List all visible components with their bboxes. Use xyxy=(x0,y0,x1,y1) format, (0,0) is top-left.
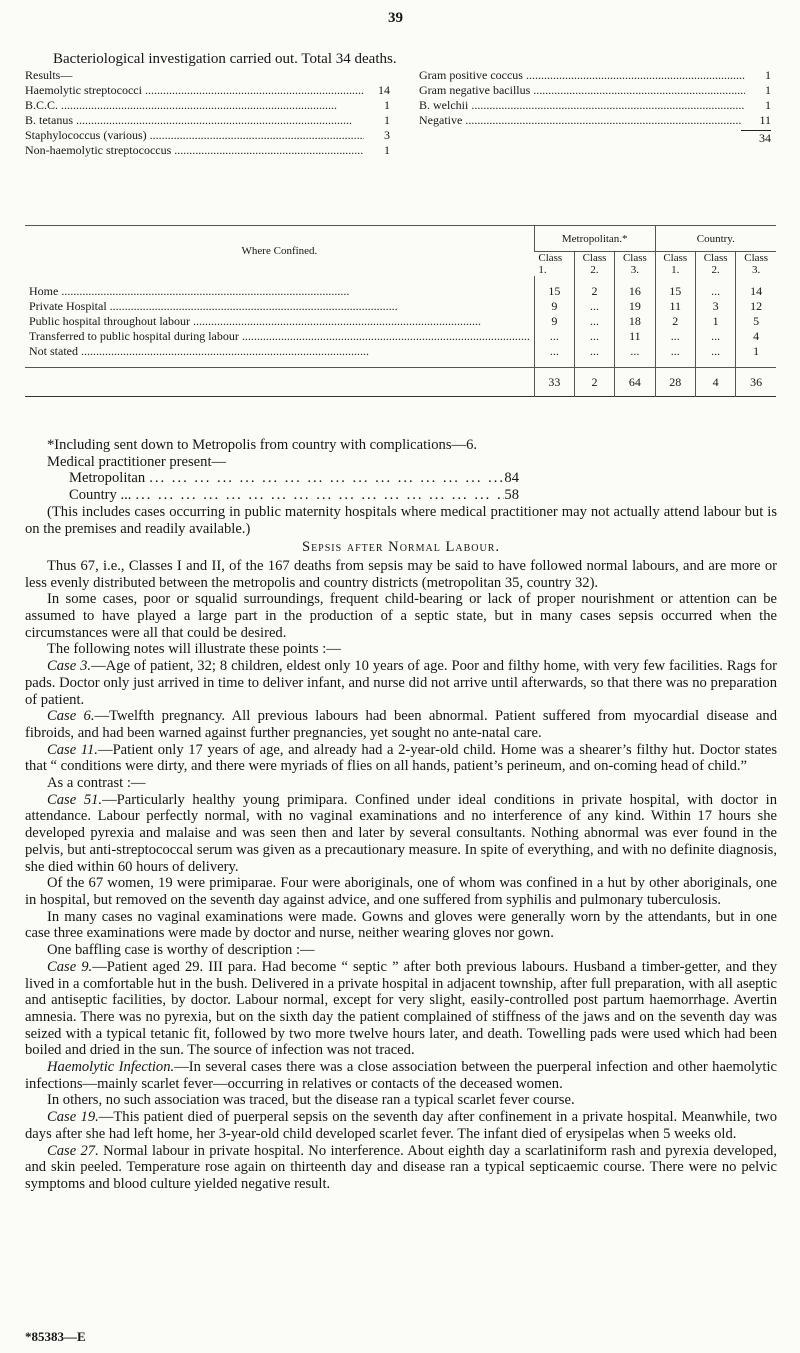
result-row: Staphylococcus (various) ..... 3 xyxy=(25,128,390,143)
result-row: Gram positive coccus ..... 1 xyxy=(419,68,771,83)
case-paragraph: Case 3.—Age of patient, 32; 8 children, eldest only 10 years of age. Poor and filthy home, with very few facilities. Rags for pads. Doctor only just arrived in time to deliver infant, and nurse did not arrive until afterwards, so that there was no preparation of patient. xyxy=(25,658,777,708)
case-paragraph: Case 6.—Twelfth pregnancy. All previous labours had been abnormal. Patient suffered from myocardial disease and fibroids, and had been warned against further pregnancies, yet sought no ante-natal care. xyxy=(25,708,778,741)
class-header: Class 3. xyxy=(736,252,776,277)
case-paragraph: Case 11.—Patient only 17 years of age, and already had a 2-year-old child. Home was a shearer’s filthy hut. Doctor states that “ conditions were dirty, and there were myriads of flies on all hands, patient’s perineum, and on-coming head of child.” xyxy=(25,741,778,775)
paragraph: One baffling case is worthy of description :— xyxy=(47,942,315,959)
result-row: Gram negative bacillus ..... 1 xyxy=(419,83,771,98)
body-text xyxy=(25,437,777,1193)
result-row: B. tetanus ..... 1 xyxy=(25,113,390,128)
deaths-by-confinement-table xyxy=(25,225,776,397)
results-total-row xyxy=(419,131,771,146)
case-paragraph: Case 19.—This patient died of puerperal sepsis on the seventh day after confinement in a private hospital. Meanwhile, two days after she had left home, her 3-year-old child developed scarlet fever. The infant died of erysipelas when 5 weeks old. xyxy=(25,1109,777,1142)
paragraph: In some cases, poor or squalid surroundings, frequent child-bearing or lack of proper nourishment or attention can be assumed to have played a large part in the production of a septic state, but in many cases sepsis occurred when the circumstances were all that could be desired. xyxy=(25,591,777,641)
footnote: Medical practitioner present— xyxy=(47,453,227,470)
result-row: B.C.C. ..... 1 xyxy=(25,98,390,113)
results-left-list xyxy=(25,68,390,158)
table-row: Transferred to public hospital during labour ..... ... ... 11 ... ... 4 xyxy=(25,329,776,344)
paragraph: In many cases no vaginal examinations were made. Gowns and gloves were generally worn by the attendants, but in one case three examinations were made by doctor and nurse, neither wearing gloves nor gown. xyxy=(25,908,777,942)
case-paragraph: Case 27. Normal labour in private hospital. No interference. About eighth day a scarlatiniform rash and pyrexia developed, and skin peeled. Temperature rose again on thirteenth day and disease ran a typical septicaemic course. There were no pelvic symptoms and blood culture yielded negative result. xyxy=(25,1142,778,1192)
result-row: Non-haemolytic streptococcus ..... 1 xyxy=(25,143,390,158)
case-paragraph: Case 9.—Patient aged 29. III para. Had become “ septic ” after both previous labours. Husband a timber-getter, and they lived in a comfortable hut in the bush. Delivered in a private hospital in adjacent township, after full preparation, with all aseptic and antiseptic facilities, by doctor. Labour normal, except for very slight, easily-controlled post partum haemorrhage. Avertin amnesia. There was no pyrexia, but on the sixth day the patient complained of stiffness of the jaws and on the seventh day was seized with a typical tetanic fit, followed by two more twelve hours later, and death. Towelling pads were used which had been boiled and dried in the sun. The source of infection was not traced. xyxy=(25,958,777,1059)
paragraph: Thus 67, i.e., Classes I and II, of the 167 deaths from sepsis may be said to have followed normal labours, and are more or less evenly distributed between the metropolis and country districts (metropolitan 35, country 32). xyxy=(25,557,777,591)
footnote-country: Country ... ... . 58 xyxy=(25,487,519,504)
results-total: 34 xyxy=(759,131,771,145)
paragraph: The following notes will illustrate these points :— xyxy=(47,641,341,658)
footnote: *Including sent down to Metropolis from country with complications—6. xyxy=(47,437,478,453)
footnote-metropolitan: Metropolitan ... . 84 xyxy=(25,470,519,487)
result-row: B. welchii ..... 1 xyxy=(419,98,771,113)
section-heading: Sepsis after Normal Labour. xyxy=(301,539,501,556)
class-header: Class 2. xyxy=(695,252,735,277)
page-number: 39 xyxy=(388,10,403,26)
table-row: Private Hospital ..... 9 ... 19 11 3 12 xyxy=(25,299,776,314)
paragraph: Of the 67 women, 19 were primiparae. Four were aboriginals, one of whom was confined in a hut by other aboriginals, one in hospital, but removed on the seventh day against advice, and one suffered from syphilis and pulmonary tuberculosis. xyxy=(25,875,777,908)
where-confined-header: Where Confined. xyxy=(241,245,318,257)
class-header: Class 3. xyxy=(615,252,655,277)
paragraph: As a contrast :— xyxy=(47,775,146,792)
result-row: Negative ..... 11 xyxy=(419,113,771,128)
table-row: Not stated ..... ... ... ... ... ... 1 xyxy=(25,344,776,368)
class-header: Class 1. xyxy=(534,252,574,277)
table-row: Public hospital throughout labour ..... 9 ... 18 2 1 5 xyxy=(25,314,776,329)
results-heading: Results— xyxy=(25,68,73,82)
case-paragraph: Case 51.—Particularly healthy young primipara. Confined under ideal conditions in private hospital, with doctor in attendance. Labour perfectly normal, with no vaginal examinations and no interference of any kind. Within 17 hours she developed pyrexia and malaise and was seen then and later by several consultants. Nothing abnormal was ever found in the pelvis, but anti-streptococcal serum was given as a precautionary measure. In spite of everything, and with no definite diagnosis, she died within 60 hours of delivery. xyxy=(25,791,777,875)
case-paragraph: Haemolytic Infection.—In several cases there was a close association between the puerperal infection and other haemolytic infections—mainly scarlet fever—occurring in relatives or contacts of the deceased women. xyxy=(25,1059,777,1092)
paragraph: In others, no such association was traced, but the disease ran a typical scarlet fever course. xyxy=(47,1092,575,1109)
print-reference: *85383—E xyxy=(25,1329,86,1344)
class-header: Class 2. xyxy=(574,252,614,277)
results-right-list xyxy=(419,68,771,146)
footnote: (This includes cases occurring in public maternity hospitals where medical practitioner may not actually attend labour but is on the premises and readily available.) xyxy=(25,503,777,537)
result-row: Haemolytic streptococci ..... 14 xyxy=(25,83,390,98)
table-totals-row: 33 2 64 28 4 36 xyxy=(25,368,776,397)
table-row: Home ..... 15 2 16 15 ... 14 xyxy=(25,276,776,299)
country-header: Country. xyxy=(655,226,776,252)
section-title: Bacteriological investigation carried out. Total 34 deaths. xyxy=(53,51,397,67)
class-header: Class 1. xyxy=(655,252,695,277)
metropolitan-header: Metropolitan.* xyxy=(534,226,655,252)
